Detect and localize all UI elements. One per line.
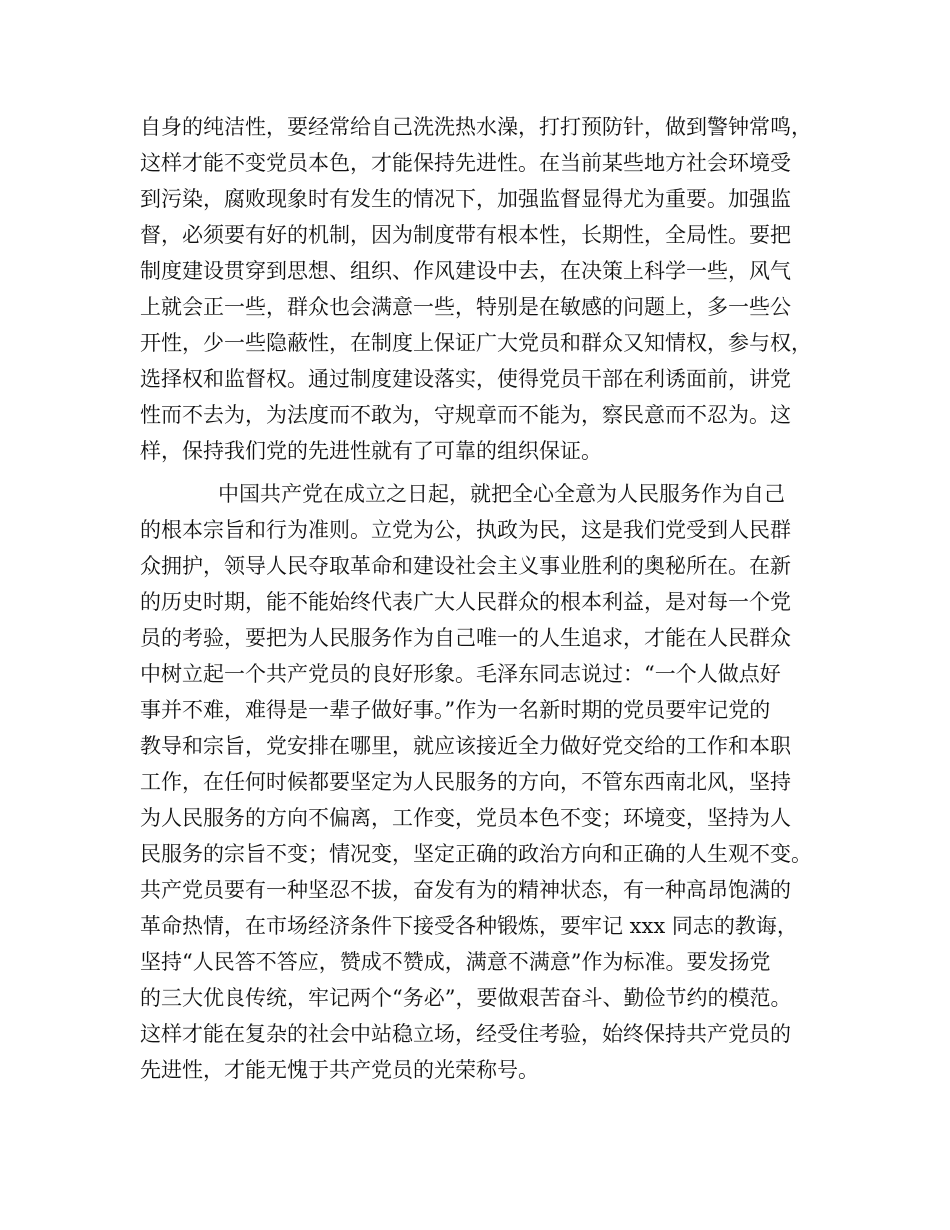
paragraph-line: 众拥护，领导人民夺取革命和建设社会主义事业胜利的奥秘所在。在新 xyxy=(140,554,791,578)
paragraph-line: 的三大优良传统，牢记两个“务必”，要做艰苦奋斗、勤俭节约的模范。 xyxy=(140,986,792,1010)
paragraph-line: 的根本宗旨和行为准则。立党为公，执政为民，这是我们党受到人民群 xyxy=(140,518,791,542)
paragraph-line: 工作，在任何时候都要坚定为人民服务的方向，不管东西南北风，坚持 xyxy=(140,770,791,794)
paragraph-line: 这样才能在复杂的社会中站稳立场，经受住考验，始终保持共产党员的 xyxy=(140,1022,791,1046)
paragraph-line: 的历史时期，能不能始终代表广大人民群众的根本利益，是对每一个党 xyxy=(140,590,791,614)
paragraph-line: 制度建设贯穿到思想、组织、作风建设中去，在决策上科学一些，风气 xyxy=(140,259,791,283)
paragraph-line: 中树立起一个共产党员的良好形象。毛泽东同志说过：“一个人做点好 xyxy=(140,662,781,686)
paragraph-line: 开性，少一些隐蔽性，在制度上保证广大党员和群众又知情权，参与权， xyxy=(140,331,812,355)
paragraph-line: 性而不去为，为法度而不敢为，守规章而不能为，察民意而不忍为。这 xyxy=(140,403,791,427)
paragraph-line: 为人民服务的方向不偏离，工作变，党员本色不变；环境变，坚持为人 xyxy=(140,806,791,830)
paragraph-line: 员的考验，要把为人民服务作为自己唯一的人生追求，才能在人民群众 xyxy=(140,626,791,650)
paragraph-line: 坚持“人民答不答应，赞成不赞成，满意不满意”作为标准。要发扬党 xyxy=(140,950,771,974)
paragraph-line: 样，保持我们党的先进性就有了可靠的组织保证。 xyxy=(140,439,602,463)
paragraph-line: 事并不难，难得是一辈子做好事。”作为一名新时期的党员要牢记党的 xyxy=(140,698,771,722)
paragraph-line: 民服务的宗旨不变；情况变，坚定正确的政治方向和正确的人生观不变。 xyxy=(140,842,812,866)
paragraph-line: 督，必须要有好的机制，因为制度带有根本性，长期性，全局性。要把 xyxy=(140,223,791,247)
paragraph-line: 革命热情，在市场经济条件下接受各种锻炼，要牢记 xxx 同志的教诲， xyxy=(140,914,798,938)
paragraph-line: 选择权和监督权。通过制度建设落实，使得党员干部在利诱面前，讲党 xyxy=(140,367,791,391)
paragraph-line: 到污染，腐败现象时有发生的情况下，加强监督显得尤为重要。加强监 xyxy=(140,187,791,211)
paragraph-line: 共产党员要有一种坚忍不拔，奋发有为的精神状态，有一种高昂饱满的 xyxy=(140,878,791,902)
paragraph-line: 先进性，才能无愧于共产党员的光荣称号。 xyxy=(140,1058,539,1082)
paragraph-line: 自身的纯洁性，要经常给自己洗洗热水澡，打打预防针，做到警钟常鸣， xyxy=(140,115,812,139)
paragraph-line: 教导和宗旨，党安排在哪里，就应该接近全力做好党交给的工作和本职 xyxy=(140,734,791,758)
paragraph-line: 中国共产党在成立之日起，就把全心全意为人民服务作为自己 xyxy=(218,482,785,506)
paragraph-line: 上就会正一些，群众也会满意一些，特别是在敏感的问题上，多一些公 xyxy=(140,295,791,319)
paragraph-line: 这样才能不变党员本色，才能保持先进性。在当前某些地方社会环境受 xyxy=(140,151,791,175)
